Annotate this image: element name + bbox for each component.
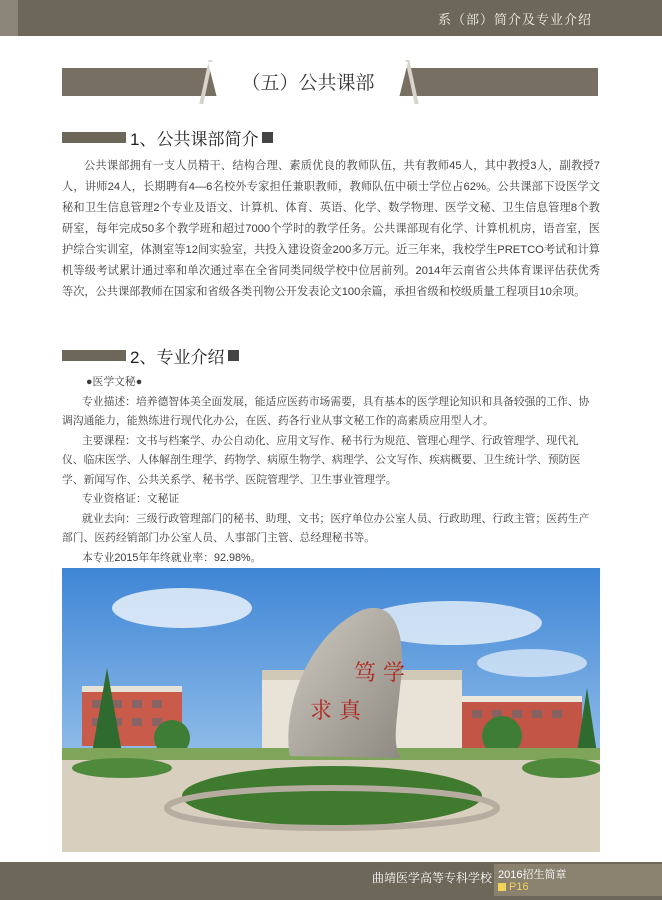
intro-heading (62, 125, 273, 150)
svg-text:求 真: 求 真 (310, 699, 361, 724)
heading-square (262, 132, 273, 143)
footer-school: 曲靖医学高等专科学校 (371, 871, 492, 885)
major-certificate: 专业资格证：文秘证 (82, 493, 180, 505)
footer-page (498, 881, 529, 893)
header-title: 系（部）简介及专业介绍 (437, 12, 592, 27)
majors-heading (62, 343, 239, 368)
major-employment: 本专业2015年年终就业率：92.98%。 (82, 551, 262, 564)
page-marker-square (498, 883, 506, 891)
majors-heading-text: 2、专业介绍 (130, 348, 225, 367)
page-number: P16 (509, 881, 529, 893)
campus-photo (62, 568, 600, 852)
section-title: （五）公共课部 (241, 73, 375, 94)
major-section (62, 373, 600, 568)
heading-bar (62, 350, 126, 361)
campus-photo-drawing (62, 568, 600, 852)
major-name: ●医学文秘● (86, 376, 143, 388)
major-description: 专业描述：培养德智体美全面发展，能适应医药市场需要，具有基本的医学理论知识和具备较强的工作、协调沟通能力，能熟练进行现代化办公，在医、药各行业从事文秘工作的高素质应用型人才。 (62, 395, 590, 427)
major-courses: 主要课程：文书与档案学、办公自动化、应用文写作、秘书行为规范、管理心理学、行政管理学、现代礼仪、临床医学、人体解剖生理学、药物学、病原生物学、病理学、公文写作、疾病概要、卫生统计学、预防医学、新闻写作、公共关系学、秘书学、医院管理学、卫生事业管理学。 (62, 434, 581, 486)
rock-inscription: 笃 学 (354, 661, 405, 686)
footer-guide: 2016招生简章 (498, 869, 567, 881)
intro-heading-text: 1、公共课部简介 (130, 130, 259, 149)
heading-bar (62, 132, 126, 143)
intro-paragraph (62, 156, 600, 303)
intro-text: 公共课部拥有一支人员精干、结构合理、素质优良的教师队伍，共有教师45人，其中教授3人，副教授7人，讲师24人，长期聘有4—6名校外专家担任兼职教师，教师队伍中硕士学位占62%。公共课部下设医学文秘和卫生信息管理2个专业及语文、计算机、体育、英语、化学、数学物理、医学文秘、卫生信息管理8个教研室，每年完成50多个教学班和超过7000个学时的教学任务。公共课部现有化学、计算机机房，语音室，医护综合实训室，体测室等12间实验室，共投入建设资金200多万元。近三年来，我校学生PRETCO考试和计算机等级考试累计通过率和单次通过率在全省同类同级学校中位居前列。2014年云南省公共体育课评估获优秀等次，公共课部教师在国家和省级各类刊物公开发表论文100余篇，承担省级和校级质量工程项目10余项。 (62, 160, 600, 298)
heading-square (228, 350, 239, 361)
header-accent (0, 0, 18, 36)
major-careers: 就业去向：三级行政管理部门的秘书、助理、文书；医疗单位办公室人员、行政助理、行政主管；医药生产部门、医药经销部门办公室人员、人事部门主管、总经理秘书等。 (62, 512, 590, 544)
